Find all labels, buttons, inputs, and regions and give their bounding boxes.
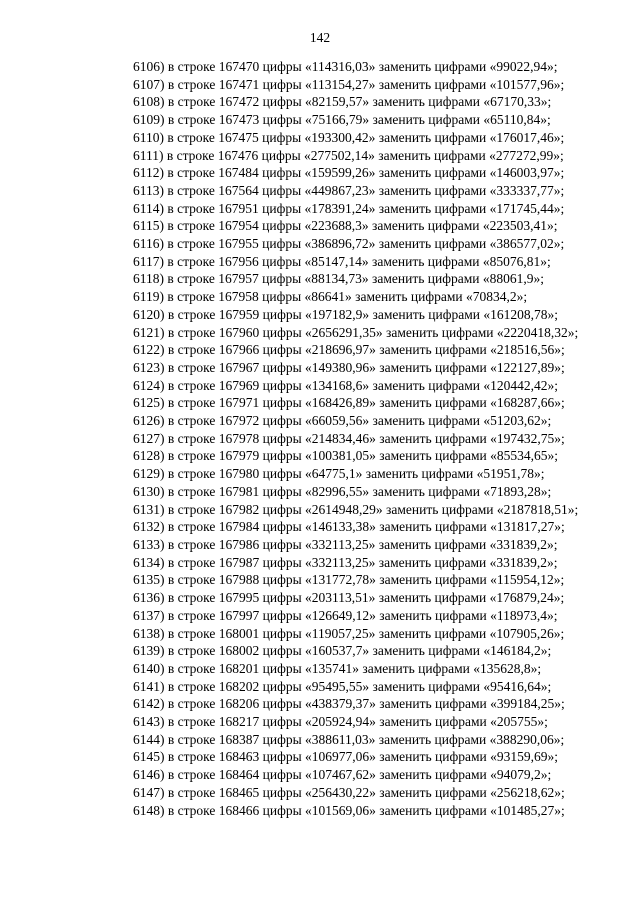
list-item: 6124) в строке 167969 цифры «134168,6» заменить цифрами «120442,42»; <box>133 377 558 393</box>
list-item: 6125) в строке 167971 цифры «168426,89» заменить цифрами «168287,66»; <box>133 395 565 411</box>
list-item: 6136) в строке 167995 цифры «203113,51» заменить цифрами «176879,24»; <box>133 590 565 606</box>
list-item: 6130) в строке 167981 цифры «82996,55» заменить цифрами «71893,28»; <box>133 483 552 499</box>
list-item: 6143) в строке 168217 цифры «205924,94» заменить цифрами «205755»; <box>133 714 548 730</box>
list-item: 6112) в строке 167484 цифры «159599,26» заменить цифрами «146003,97»; <box>133 165 565 181</box>
list-item: 6139) в строке 168002 цифры «160537,7» заменить цифрами «146184,2»; <box>133 643 552 659</box>
list-item: 6127) в строке 167978 цифры «214834,46» заменить цифрами «197432,75»; <box>133 430 565 446</box>
list-item: 6118) в строке 167957 цифры «88134,73» заменить цифрами «88061,9»; <box>133 271 544 287</box>
list-item: 6134) в строке 167987 цифры «332113,25» заменить цифрами «331839,2»; <box>133 554 558 570</box>
list-item: 6147) в строке 168465 цифры «256430,22» заменить цифрами «256218,62»; <box>133 784 565 800</box>
list-item: 6135) в строке 167988 цифры «131772,78» заменить цифрами «115954,12»; <box>133 572 565 588</box>
list-item: 6140) в строке 168201 цифры «135741» заменить цифрами «135628,8»; <box>133 660 542 676</box>
list-item: 6113) в строке 167564 цифры «449867,23» заменить цифрами «333337,77»; <box>133 182 565 198</box>
list-item: 6108) в строке 167472 цифры «82159,57» заменить цифрами «67170,33»; <box>133 94 552 110</box>
list-item: 6122) в строке 167966 цифры «218696,97» заменить цифрами «218516,56»; <box>133 342 565 358</box>
list-item: 6110) в строке 167475 цифры «193300,42» заменить цифрами «176017,46»; <box>133 129 565 145</box>
list-item: 6132) в строке 167984 цифры «146133,38» заменить цифрами «131817,27»; <box>133 519 565 535</box>
list-item: 6138) в строке 168001 цифры «119057,25» заменить цифрами «107905,26»; <box>133 625 565 641</box>
list-item: 6146) в строке 168464 цифры «107467,62» заменить цифрами «94079,2»; <box>133 767 552 783</box>
list-item: 6109) в строке 167473 цифры «75166,79» заменить цифрами «65110,84»; <box>133 112 551 128</box>
list-item: 6137) в строке 167997 цифры «126649,12» заменить цифрами «118973,4»; <box>133 607 558 623</box>
list-item: 6107) в строке 167471 цифры «113154,27» заменить цифрами «101577,96»; <box>133 76 565 92</box>
list-item: 6131) в строке 167982 цифры «2614948,29» заменить цифрами «2187818,51»; <box>133 501 579 517</box>
list-item: 6121) в строке 167960 цифры «2656291,35» заменить цифрами «2220418,32»; <box>133 324 579 340</box>
list-item: 6119) в строке 167958 цифры «86641» заменить цифрами «70834,2»; <box>133 289 528 305</box>
list-item: 6142) в строке 168206 цифры «438379,37» заменить цифрами «399184,25»; <box>133 696 565 712</box>
list-item: 6120) в строке 167959 цифры «197182,9» заменить цифрами «161208,78»; <box>133 306 558 322</box>
list-item: 6115) в строке 167954 цифры «223688,3» заменить цифрами «223503,41»; <box>133 218 558 234</box>
list-item: 6141) в строке 168202 цифры «95495,55» заменить цифрами «95416,64»; <box>133 678 552 694</box>
page-number: 142 <box>309 30 331 45</box>
list-item: 6114) в строке 167951 цифры «178391,24» заменить цифрами «171745,44»; <box>133 200 565 216</box>
list-item: 6106) в строке 167470 цифры «114316,03» заменить цифрами «99022,94»; <box>133 59 558 74</box>
amendment-list <box>93 58 601 819</box>
list-item: 6144) в строке 168387 цифры «388611,03» заменить цифрами «388290,06»; <box>133 731 565 747</box>
list-item: 6129) в строке 167980 цифры «64775,1» заменить цифрами «51951,78»; <box>133 466 545 482</box>
list-item: 6133) в строке 167986 цифры «332113,25» заменить цифрами «331839,2»; <box>133 536 558 552</box>
list-item: 6126) в строке 167972 цифры «66059,56» заменить цифрами «51203,62»; <box>133 413 552 429</box>
list-item: 6117) в строке 167956 цифры «85147,14» заменить цифрами «85076,81»; <box>133 253 551 269</box>
list-item: 6123) в строке 167967 цифры «149380,96» заменить цифрами «122127,89»; <box>133 359 565 375</box>
list-item: 6111) в строке 167476 цифры «277502,14» заменить цифрами «277272,99»; <box>133 147 564 163</box>
list-item: 6128) в строке 167979 цифры «100381,05» заменить цифрами «85534,65»; <box>133 448 558 464</box>
list-item: 6148) в строке 168466 цифры «101569,06» заменить цифрами «101485,27»; <box>133 802 565 818</box>
list-item: 6116) в строке 167955 цифры «386896,72» заменить цифрами «386577,02»; <box>133 236 565 252</box>
list-item: 6145) в строке 168463 цифры «106977,06» заменить цифрами «93159,69»; <box>133 749 558 765</box>
